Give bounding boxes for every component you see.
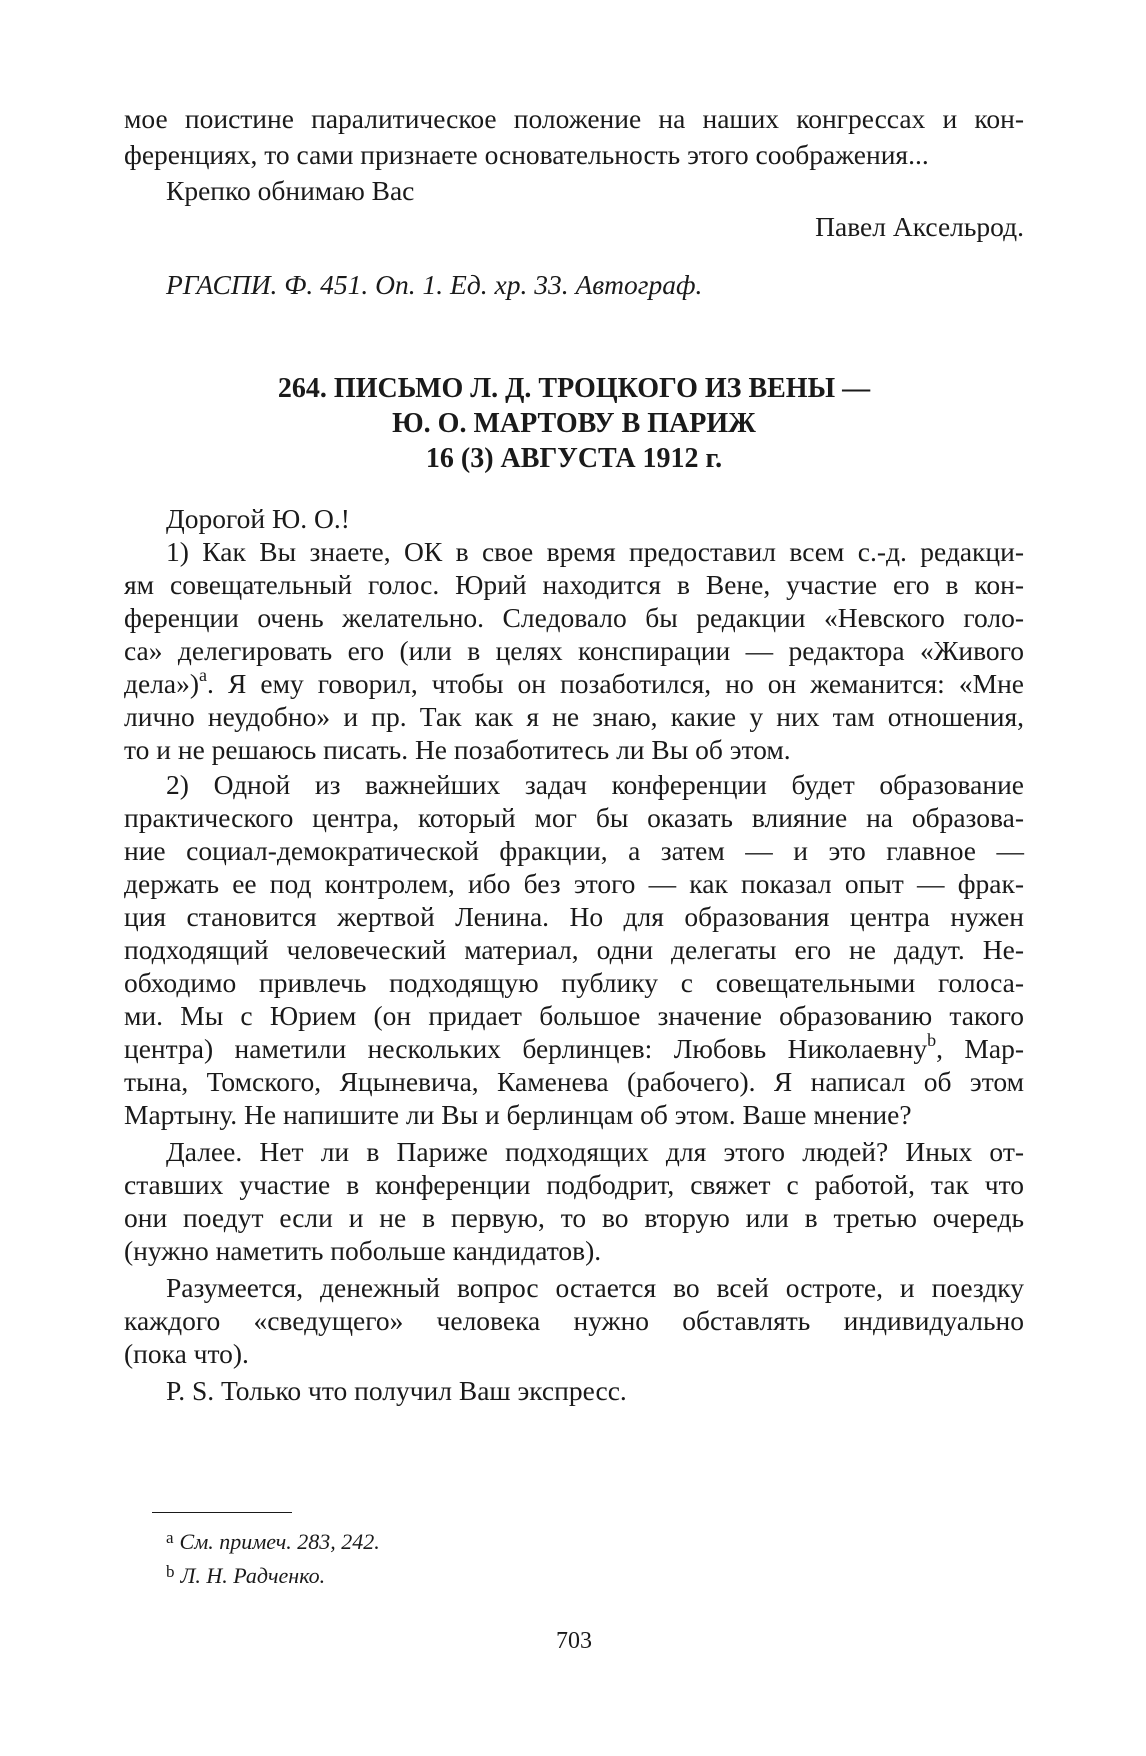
footnote-a [166,1528,380,1558]
text-line: ция становится жертвой Ленина. Но для образования центра нужен [124,901,1024,932]
text-fragment: центра) наметили нескольких берлинцев: Любовь Николаевну [124,1033,928,1064]
text-line: мое поистине паралитическое положение на наших конгрессах и кон- [124,103,1024,134]
text-line: ставших участие в конференции подбодрит, свяжет с работой, так что [124,1169,1024,1200]
footnote-text: Л. Н. Радченко. [180,1563,326,1588]
archive-source: РГАСПИ. Ф. 451. Оп. 1. Ед. хр. 33. Автограф. [166,269,703,300]
text-line: (нужно наметить побольше кандидатов). [124,1235,602,1266]
document-heading-line-1: 264. ПИСЬМО Л. Д. ТРОЦКОГО ИЗ ВЕНЫ — [277,373,871,404]
text-line: лично неудобно» и пр. Так как я не знаю, какие у них там отношения, [124,701,1024,732]
text-line: ференции очень желательно. Следовало бы редакции «Невского голо- [124,602,1024,633]
signature: Павел Аксельрод. [815,211,1024,242]
text-line: то и не решаюсь писать. Не позаботитесь ли Вы об этом. [124,734,791,765]
text-line: 1) Как Вы знаете, ОК в свое время предоставил всем с.-д. редакци- [166,536,1024,567]
document-heading-line-2: Ю. О. МАРТОВУ В ПАРИЖ [392,408,756,439]
footnote-ref-a: a [199,664,208,685]
text-line: они поедут если и не в первую, то во вторую или в третью очередь [124,1202,1024,1233]
text-line: са» делегировать его (или в целях конспирации — редактора «Живого [124,635,1024,666]
closing-line: Крепко обнимаю Вас [166,175,415,206]
text-line: 2) Одной из важнейших задач конференции будет образование [166,769,1024,800]
text-line: тына, Томского, Яцыневича, Каменева (рабочего). Я написал об этом [124,1066,1024,1097]
text-line: дела»)$^a$. Я ему говорил, чтобы он позаботился, но он жеманится: «Мне [124,664,1024,699]
text-line: Разумеется, денежный вопрос остается во всей остроте, и поездку [166,1272,1024,1303]
text-line: ференциях, то сами признаете основательность этого соображения... [124,139,929,170]
text-fragment: Я ему говорил, чтобы он позаботился, но он жеманится: «Мне [227,668,1024,699]
text-line: ми. Мы с Юрием (он придает большое значение образованию такого [124,1000,1024,1031]
text-line: Далее. Нет ли в Париже подходящих для этого людей? Иных от- [166,1136,1024,1167]
text-fragment: дела») [124,668,200,699]
footnote-ref-b: b [927,1029,937,1050]
text-line: практического центра, который мог бы оказать влияние на образова- [124,802,1024,833]
text-line: ние социал-демократической фракции, а затем — и это главное — [124,835,1024,866]
page-number: 703 [556,1628,592,1654]
text-line: Мартыну. Не напишите ли Вы и берлинцам об этом. Ваше мнение? [124,1099,912,1130]
footnote-divider [152,1512,292,1513]
text-line: держать ее под контролем, ибо без этого — как показал опыт — фрак- [124,868,1024,899]
footnote-mark: a [166,1528,174,1547]
text-line: ям совещательный голос. Юрий находится в Вене, участие его в кон- [124,569,1024,600]
text-fragment: , Мар- [936,1033,1024,1064]
text-line: подходящий человеческий материал, одни делегаты его не дадут. Не- [124,934,1024,965]
postscript: P. S. Только что получил Ваш экспресс. [166,1375,627,1406]
text-line [124,1029,1024,1066]
footnote-mark: b [166,1562,175,1581]
text-line: каждого «сведущего» человека нужно обставлять индивидуально [124,1305,1024,1336]
greeting: Дорогой Ю. О.! [166,503,350,534]
footnote-b [166,1562,325,1592]
document-heading-line-3: 16 (3) АВГУСТА 1912 г. [425,443,723,474]
text-line: обходимо привлечь подходящую публику с совещательными голоса- [124,967,1024,998]
text-line: (пока что). [124,1338,249,1369]
footnote-text: См. примеч. 283, 242. [179,1529,380,1554]
